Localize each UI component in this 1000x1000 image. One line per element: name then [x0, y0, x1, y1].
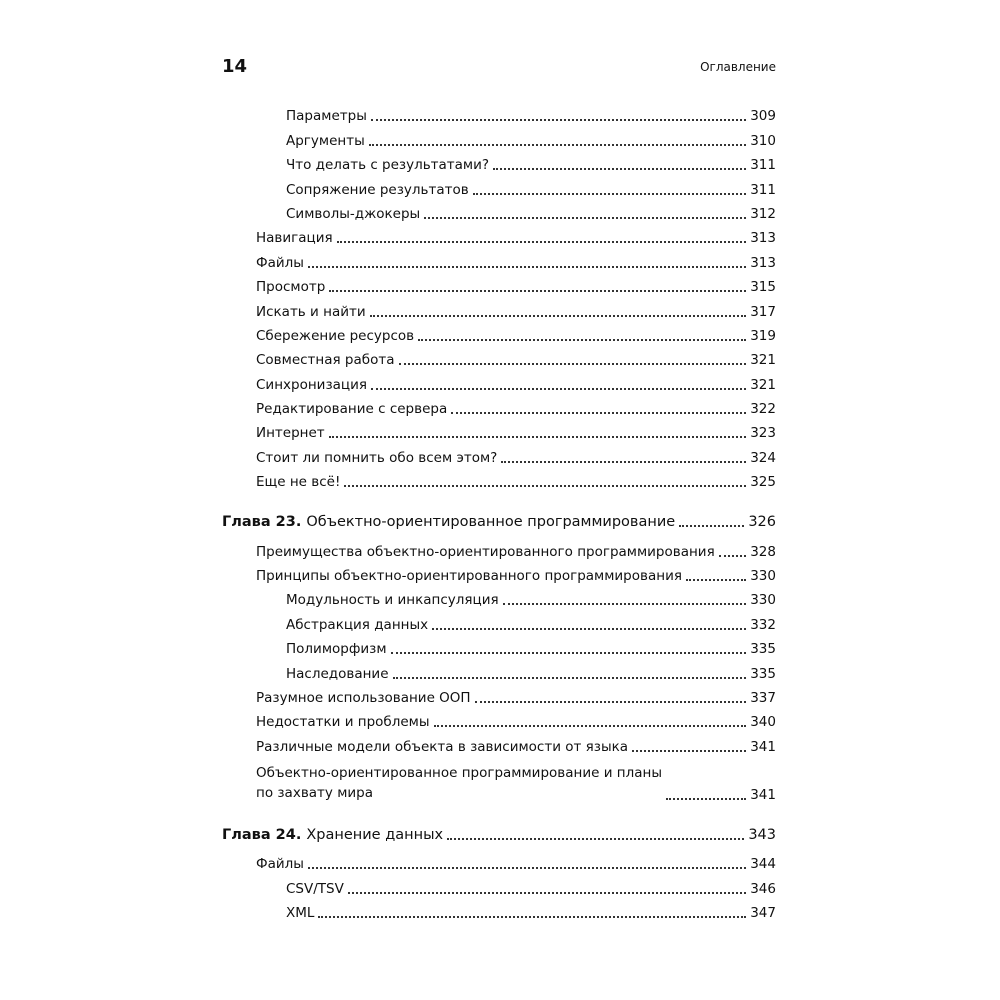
- toc-entry-title: Принципы объектно-ориентированного программирования: [256, 568, 682, 585]
- toc-entry-title: XML: [286, 904, 315, 921]
- toc-entry[interactable]: [222, 393, 776, 417]
- toc-entry[interactable]: [222, 149, 776, 173]
- toc-entry-page: 325: [750, 474, 776, 491]
- toc-entry-page: 347: [750, 904, 776, 921]
- toc-entry[interactable]: [222, 320, 776, 344]
- toc-entry-title: Модульность и инкапсуляция: [286, 592, 499, 609]
- toc-entry[interactable]: [222, 872, 776, 896]
- table-of-contents: [222, 100, 776, 921]
- chapter-label: Глава 24.: [222, 826, 302, 843]
- toc-entry-page: 343: [748, 826, 776, 843]
- dot-leader: [308, 866, 746, 869]
- dot-leader: [473, 192, 747, 195]
- toc-entry-title: Редактирование с сервера: [256, 401, 448, 418]
- toc-entry-page: 317: [750, 303, 776, 320]
- dot-leader: [391, 651, 747, 654]
- toc-entry-page: 341: [750, 786, 776, 803]
- toc-entry-page: 335: [750, 665, 776, 682]
- toc-entry-page: 311: [750, 157, 776, 174]
- dot-leader: [337, 240, 747, 243]
- toc-entry-page: 344: [750, 856, 776, 873]
- toc-entry-title: [256, 763, 662, 803]
- toc-entry[interactable]: [222, 441, 776, 465]
- toc-entry-page: 332: [750, 616, 776, 633]
- toc-entry[interactable]: [222, 246, 776, 270]
- dot-leader: [434, 724, 747, 727]
- toc-entry-title: Искать и найти: [256, 303, 366, 320]
- toc-entry-page: 326: [748, 514, 776, 531]
- toc-entry[interactable]: [222, 100, 776, 124]
- toc-entry[interactable]: [222, 222, 776, 246]
- toc-entry-title: Полиморфизм: [286, 641, 387, 658]
- toc-entry[interactable]: [222, 730, 776, 754]
- toc-entry-title: Разумное использование ООП: [256, 689, 471, 706]
- dot-leader: [329, 289, 746, 292]
- toc-chapter-24[interactable]: [222, 815, 776, 843]
- dot-leader: [451, 411, 746, 414]
- toc-entry[interactable]: [222, 848, 776, 872]
- toc-entry-title: Преимущества объектно-ориентированного программирования: [256, 543, 715, 560]
- page-number: 14: [222, 56, 248, 77]
- toc-entry-page: 309: [750, 108, 776, 125]
- toc-entry-page: 321: [750, 376, 776, 393]
- toc-entry-page: 322: [750, 401, 776, 418]
- toc-entry[interactable]: [222, 560, 776, 584]
- toc-entry-title: Интернет: [256, 425, 325, 442]
- dot-leader: [432, 627, 746, 630]
- dot-leader: [447, 837, 744, 840]
- running-head: [222, 56, 776, 80]
- toc-entry-title: CSV/TSV: [286, 880, 344, 897]
- toc-entry[interactable]: [222, 417, 776, 441]
- toc-entry-title: Аргументы: [286, 132, 365, 149]
- dot-leader: [503, 602, 747, 605]
- toc-entry-title: Наследование: [286, 665, 389, 682]
- toc-entry-title-line1: Объектно-ориентированное программирование и планы: [256, 764, 662, 781]
- chapter-label: Глава 23.: [222, 514, 302, 531]
- toc-entry-title: Стоит ли помнить обо всем этом?: [256, 449, 498, 466]
- dot-leader: [370, 314, 747, 317]
- toc-entry[interactable]: [222, 608, 776, 632]
- toc-entry[interactable]: [222, 466, 776, 490]
- toc-entry-page: 321: [750, 352, 776, 369]
- dot-leader: [719, 554, 747, 557]
- dot-leader: [399, 362, 747, 365]
- toc-entry-page: 346: [750, 880, 776, 897]
- dot-leader: [348, 891, 746, 894]
- toc-entry-page: 312: [750, 205, 776, 222]
- toc-entry[interactable]: [222, 344, 776, 368]
- toc-entry-title: Сопряжение результатов: [286, 181, 469, 198]
- dot-leader: [686, 578, 746, 581]
- toc-entry-title: Сбережение ресурсов: [256, 327, 415, 344]
- toc-entry-page: 319: [750, 327, 776, 344]
- toc-entry-title: Еще не всё!: [256, 474, 341, 491]
- toc-entry-page: 335: [750, 641, 776, 658]
- toc-entry-title: Просмотр: [256, 279, 326, 296]
- toc-entry-title: Символы-джокеры: [286, 205, 421, 222]
- toc-entry[interactable]: [222, 755, 776, 803]
- toc-entry-page: 323: [750, 425, 776, 442]
- toc-entry-page: 324: [750, 449, 776, 466]
- toc-entry[interactable]: [222, 368, 776, 392]
- toc-entry-title: Абстракция данных: [286, 616, 429, 633]
- toc-entry-title: Недостатки и проблемы: [256, 714, 430, 731]
- toc-entry-page: 313: [750, 254, 776, 271]
- dot-leader: [371, 387, 746, 390]
- toc-entry[interactable]: [222, 682, 776, 706]
- section-title: Оглавление: [700, 60, 776, 74]
- toc-entry-page: 330: [750, 592, 776, 609]
- toc-entry-title: Файлы: [256, 856, 304, 873]
- toc-entry-title: Различные модели объекта в зависимости от языка: [256, 738, 629, 755]
- dot-leader: [308, 265, 746, 268]
- dot-leader: [371, 118, 746, 121]
- toc-entry-title: Навигация: [256, 230, 333, 247]
- toc-entry[interactable]: [222, 657, 776, 681]
- toc-entry-title: Что делать с результатами?: [286, 157, 490, 174]
- dot-leader: [344, 484, 746, 487]
- toc-entry-page: 328: [750, 543, 776, 560]
- toc-entry-page: 310: [750, 132, 776, 149]
- chapter-title: Объектно-ориентированное программирование: [306, 514, 676, 531]
- dot-leader: [493, 167, 746, 170]
- toc-entry[interactable]: [222, 535, 776, 559]
- toc-entry-page: 315: [750, 279, 776, 296]
- toc-entry-title: Совместная работа: [256, 352, 395, 369]
- toc-entry-page: 337: [750, 689, 776, 706]
- toc-entry-title: Файлы: [256, 254, 304, 271]
- dot-leader: [475, 700, 747, 703]
- toc-entry[interactable]: [222, 124, 776, 148]
- dot-leader: [632, 749, 746, 752]
- toc-entry-title: Синхронизация: [256, 376, 367, 393]
- dot-leader: [393, 676, 747, 679]
- dot-leader: [329, 435, 747, 438]
- toc-entry[interactable]: [222, 198, 776, 222]
- toc-entry[interactable]: [222, 897, 776, 921]
- toc-entry-page: 341: [750, 738, 776, 755]
- toc-entry-page: 311: [750, 181, 776, 198]
- dot-leader: [666, 797, 746, 800]
- dot-leader: [501, 460, 746, 463]
- toc-entry-title-line2: по захвату мира: [256, 784, 373, 801]
- toc-entry-title: Параметры: [286, 108, 367, 125]
- toc-entry-page: 340: [750, 714, 776, 731]
- dot-leader: [679, 524, 744, 527]
- toc-entry[interactable]: [222, 173, 776, 197]
- dot-leader: [418, 338, 746, 341]
- dot-leader: [318, 915, 746, 918]
- dot-leader: [369, 143, 746, 146]
- toc-entry[interactable]: [222, 584, 776, 608]
- toc-entry[interactable]: [222, 633, 776, 657]
- chapter-title: Хранение данных: [306, 826, 444, 843]
- dot-leader: [424, 216, 746, 219]
- toc-entry[interactable]: [222, 706, 776, 730]
- toc-entry-page: 330: [750, 568, 776, 585]
- toc-entry[interactable]: [222, 271, 776, 295]
- toc-chapter-23[interactable]: [222, 502, 776, 530]
- toc-entry-page: 313: [750, 230, 776, 247]
- toc-entry[interactable]: [222, 295, 776, 319]
